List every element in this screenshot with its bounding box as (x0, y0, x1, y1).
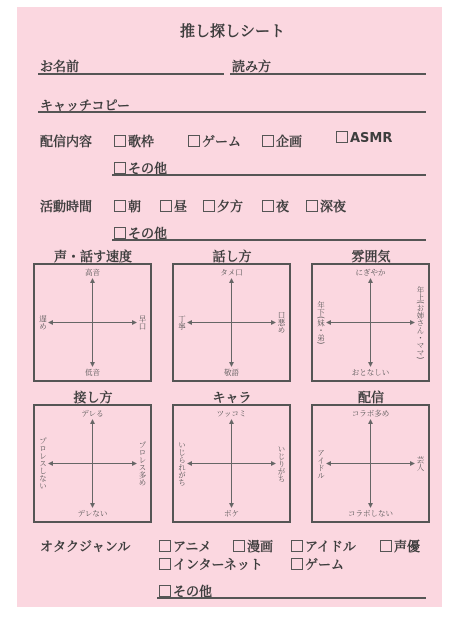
activity-option-noon[interactable]: 昼 (160, 196, 187, 215)
otaku-option-internet[interactable]: インターネット (159, 554, 263, 573)
checkbox[interactable] (262, 200, 274, 212)
axes-graphic (35, 406, 154, 525)
axis-bottom-label: コラボしない (348, 508, 393, 518)
axis-left-label: 年下(妹・弟) (316, 300, 326, 345)
axis-left-label: 丁寧 (177, 315, 187, 330)
axis-top-label: にぎやか (355, 268, 386, 277)
activity-other-line[interactable] (112, 239, 426, 241)
otaku-option-idol[interactable]: アイドル (291, 536, 356, 555)
activity-option-night[interactable]: 夜 (262, 196, 289, 215)
activity-option-late-night[interactable]: 深夜 (306, 196, 346, 215)
checkbox[interactable] (291, 540, 303, 552)
grid-atmosphere[interactable] (311, 263, 430, 382)
axes-graphic (174, 265, 293, 384)
axis-right-label: プロレス多め (138, 441, 147, 486)
axis-left-label: いじられがち (177, 441, 187, 486)
axis-top-label: デレる (81, 409, 104, 418)
grid-attitude[interactable] (33, 404, 152, 523)
checkbox[interactable] (114, 162, 126, 174)
axis-bottom-label: 低音 (85, 367, 100, 377)
checkbox[interactable] (336, 131, 348, 143)
axes-graphic (313, 265, 432, 384)
otaku-option-game[interactable]: ゲーム (291, 554, 344, 573)
activity-label: 活動時間 (40, 200, 93, 215)
activity-option-evening[interactable]: 夕方 (203, 196, 243, 215)
axis-right-label: 芸人 (416, 456, 425, 471)
axis-top-label: コラボ多め (351, 409, 390, 418)
reading-input-line[interactable] (230, 73, 426, 75)
name-input-line[interactable] (38, 73, 224, 75)
axis-right-label: 早口 (138, 315, 147, 330)
checkbox[interactable] (114, 135, 126, 147)
axis-bottom-label: ボケ (224, 508, 239, 518)
checkbox[interactable] (306, 200, 318, 212)
grid-title-atmosphere: 雰囲気 (351, 250, 391, 265)
checkbox[interactable] (159, 558, 171, 570)
checkbox[interactable] (380, 540, 392, 552)
otaku-label: オタクジャンル (40, 540, 131, 555)
grid-title-voice: 声・話す速度 (53, 250, 132, 265)
checkbox[interactable] (160, 200, 172, 212)
content-option-other[interactable]: その他 (114, 158, 167, 177)
axis-top-label: ツッコミ (216, 409, 247, 418)
grid-title-character: キャラ (212, 391, 252, 406)
grid-title-stream: 配信 (357, 391, 384, 406)
checkbox[interactable] (233, 540, 245, 552)
page-title: 推し探しシート (179, 22, 285, 40)
axis-left-label: アイドル (316, 448, 326, 479)
axis-top-label: 高音 (85, 268, 100, 277)
activity-option-morning[interactable]: 朝 (114, 196, 141, 215)
axis-bottom-label: デレない (77, 508, 108, 518)
reading-label: 読み方 (232, 60, 272, 75)
axis-right-label: 年上(お姉さん・ママ) (416, 285, 425, 360)
content-other-line[interactable] (112, 174, 426, 176)
axis-right-label: いじりがち (277, 444, 286, 483)
checkbox[interactable] (188, 135, 200, 147)
checkbox[interactable] (114, 200, 126, 212)
content-option-utawaku[interactable]: 歌枠 (114, 131, 154, 150)
otaku-option-other[interactable]: その他 (159, 581, 212, 600)
axis-left-label: 遅め (38, 315, 48, 330)
name-label: お名前 (40, 60, 80, 75)
content-label: 配信内容 (40, 135, 93, 150)
axes-graphic (174, 406, 293, 525)
checkbox[interactable] (291, 558, 303, 570)
catchcopy-label: キャッチコピー (40, 99, 130, 114)
activity-option-other[interactable]: その他 (114, 223, 167, 242)
grid-character[interactable] (172, 404, 291, 523)
otaku-option-seiyu[interactable]: 声優 (380, 536, 420, 555)
grid-title-speech: 話し方 (212, 250, 252, 265)
catchcopy-input-line[interactable] (38, 111, 426, 113)
axis-bottom-label: 敬語 (224, 367, 239, 377)
otaku-option-anime[interactable]: アニメ (159, 536, 211, 555)
otaku-other-line[interactable] (157, 597, 426, 599)
checkbox[interactable] (159, 540, 171, 552)
axis-right-label: 口悪め (277, 311, 286, 334)
axes-graphic (313, 406, 432, 525)
checkbox[interactable] (262, 135, 274, 147)
checkbox[interactable] (114, 227, 126, 239)
content-option-game[interactable]: ゲーム (188, 131, 241, 150)
grid-voice[interactable] (33, 263, 152, 382)
axes-graphic (35, 265, 154, 384)
axis-left-label: プロレスしない (38, 437, 48, 490)
grid-stream[interactable] (311, 404, 430, 523)
grid-speech[interactable] (172, 263, 291, 382)
grid-title-attitude: 接し方 (73, 391, 113, 406)
checkbox[interactable] (203, 200, 215, 212)
content-option-kikaku[interactable]: 企画 (262, 131, 302, 150)
axis-top-label: タメ口 (220, 268, 243, 277)
otaku-option-manga[interactable]: 漫画 (233, 536, 273, 555)
axis-bottom-label: おとなしい (351, 367, 390, 377)
checkbox[interactable] (159, 585, 171, 597)
content-option-asmr[interactable]: ASMR (336, 131, 392, 146)
